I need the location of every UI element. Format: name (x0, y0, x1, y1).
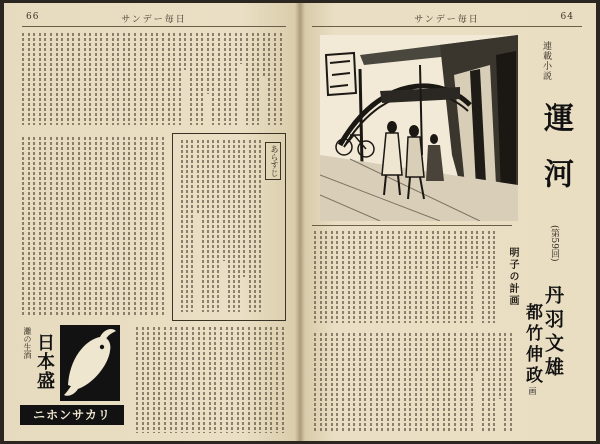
text-line (331, 333, 333, 433)
text-line (454, 231, 456, 323)
text-line (336, 231, 338, 323)
page-number-left: 66 (26, 12, 40, 22)
body-text-right-upper (312, 231, 498, 323)
text-line (432, 231, 434, 323)
text-line (186, 140, 188, 312)
text-line (376, 231, 378, 323)
ad-brand-kana: ニホンサカリ (20, 405, 124, 425)
magazine-spread (4, 3, 596, 441)
text-line (28, 33, 30, 125)
text-line (78, 33, 80, 125)
text-line (240, 33, 242, 64)
text-line (387, 231, 389, 323)
text-line (259, 140, 261, 312)
text-line (364, 231, 366, 323)
text-line (263, 33, 265, 76)
text-line (202, 140, 204, 312)
gutter-shadow (295, 3, 305, 441)
text-line (237, 327, 239, 433)
text-line (207, 33, 209, 94)
text-line (56, 33, 58, 125)
fish-icon (60, 325, 120, 401)
ad-brand-logo: 日本盛 (34, 333, 55, 390)
text-line (123, 137, 125, 317)
text-line (156, 137, 158, 317)
text-line (56, 137, 58, 317)
text-line (320, 231, 322, 323)
text-line (409, 231, 411, 323)
text-line (84, 137, 86, 317)
text-line (145, 137, 147, 317)
text-line (488, 333, 490, 433)
text-line (198, 327, 200, 433)
text-line (226, 327, 228, 433)
text-line (282, 327, 284, 433)
series-title: 運河 (538, 102, 573, 214)
body-text-left-bottom (134, 327, 286, 433)
text-line (348, 333, 350, 433)
text-line (415, 333, 417, 433)
text-line (181, 327, 183, 433)
text-line (33, 33, 35, 125)
text-line (192, 327, 194, 433)
text-line (510, 333, 512, 433)
synopsis-box (172, 133, 286, 321)
text-line (243, 140, 245, 277)
text-line (22, 137, 24, 317)
text-line (276, 327, 278, 433)
text-line (259, 327, 261, 433)
text-line (186, 327, 188, 433)
text-line (274, 33, 276, 125)
body-text-left-upper (20, 33, 286, 125)
text-line (504, 333, 506, 433)
text-line (223, 140, 225, 261)
text-line (67, 137, 69, 317)
text-line (156, 33, 158, 125)
text-line (117, 137, 119, 317)
text-line (214, 327, 216, 433)
text-line (209, 327, 211, 433)
street-scene-illustration (320, 35, 518, 221)
text-line (348, 231, 350, 323)
text-line (465, 231, 467, 323)
text-line (190, 33, 192, 125)
text-line (142, 327, 144, 433)
text-line (147, 327, 149, 433)
text-line (325, 231, 327, 323)
text-line (392, 231, 394, 323)
text-line (106, 33, 108, 125)
text-line (488, 231, 490, 323)
synopsis-label: あらすじ (265, 142, 281, 180)
text-line (376, 333, 378, 433)
text-line (426, 333, 428, 433)
text-line (432, 333, 434, 433)
text-line (476, 231, 478, 268)
text-line (426, 231, 428, 323)
text-line (181, 140, 183, 312)
text-line (359, 231, 361, 323)
text-line (153, 327, 155, 433)
text-line (331, 231, 333, 323)
text-line (342, 333, 344, 433)
text-line (39, 33, 41, 125)
text-line (404, 333, 406, 433)
text-line (443, 231, 445, 323)
text-line (493, 333, 495, 433)
text-line (72, 33, 74, 125)
text-line (39, 137, 41, 317)
text-line (50, 137, 52, 317)
running-header-right (312, 12, 582, 27)
text-line (201, 33, 203, 125)
text-line (398, 333, 400, 433)
illustrator-name (520, 303, 545, 395)
text-line (465, 333, 467, 433)
text-line (381, 231, 383, 323)
text-line (162, 33, 164, 125)
text-line (179, 33, 181, 125)
text-line (145, 33, 147, 125)
text-line (158, 327, 160, 433)
text-line (67, 33, 69, 125)
text-line (61, 137, 63, 317)
text-line (325, 333, 327, 433)
text-line (499, 333, 501, 399)
text-line (228, 140, 230, 312)
text-line (220, 327, 222, 433)
text-line (460, 231, 462, 323)
text-line (95, 137, 97, 317)
text-line (471, 231, 473, 323)
text-line (44, 33, 46, 125)
text-line (95, 33, 97, 125)
text-line (409, 333, 411, 433)
text-line (100, 137, 102, 317)
left-page (4, 3, 300, 441)
text-line (387, 333, 389, 433)
text-line (420, 333, 422, 433)
text-line (207, 140, 209, 312)
text-line (246, 33, 248, 125)
text-line (33, 137, 35, 317)
text-line (359, 333, 361, 433)
text-line (196, 33, 198, 125)
text-line (364, 333, 366, 433)
text-line (134, 33, 136, 125)
text-line (415, 231, 417, 323)
text-line (437, 231, 439, 323)
synopsis-text (179, 140, 263, 312)
text-line (191, 140, 193, 312)
text-line (168, 33, 170, 125)
text-line (217, 140, 219, 312)
text-line (471, 333, 473, 433)
right-page (300, 3, 596, 441)
running-header-left (22, 12, 286, 27)
text-line (112, 33, 114, 125)
text-line (22, 33, 24, 125)
text-line (353, 231, 355, 323)
text-line (353, 333, 355, 433)
text-line (151, 33, 153, 125)
text-line (314, 333, 316, 433)
text-line (162, 137, 164, 317)
text-line (218, 33, 220, 125)
text-line (112, 137, 114, 317)
text-line (235, 33, 237, 125)
text-line (270, 327, 272, 433)
text-line (254, 140, 256, 312)
text-line (252, 33, 254, 125)
text-line (280, 33, 282, 125)
text-line (84, 33, 86, 125)
text-line (175, 327, 177, 433)
text-line (134, 137, 136, 317)
text-line (248, 327, 250, 433)
text-line (212, 140, 214, 312)
text-line (72, 137, 74, 317)
text-line (106, 137, 108, 317)
text-line (151, 137, 153, 317)
text-line (140, 33, 142, 125)
text-line (184, 33, 186, 70)
text-line (342, 231, 344, 323)
text-line (398, 231, 400, 323)
text-line (203, 327, 205, 433)
author-name: 丹羽文雄 (542, 285, 564, 381)
text-line (314, 231, 316, 323)
text-line (164, 327, 166, 433)
text-line (381, 333, 383, 433)
text-line (336, 333, 338, 433)
text-line (50, 33, 52, 125)
text-line (443, 333, 445, 433)
text-line (454, 333, 456, 433)
text-line (257, 33, 259, 125)
text-line (233, 140, 235, 312)
text-line (117, 33, 119, 125)
text-line (78, 137, 80, 317)
text-line (28, 137, 30, 317)
text-line (136, 327, 138, 433)
text-line (231, 327, 233, 433)
text-line (460, 333, 462, 433)
illustrator-name-text: 都竹伸政 (522, 303, 542, 387)
divider (312, 225, 512, 226)
text-line (238, 140, 240, 312)
body-text-right-lower (312, 333, 512, 433)
text-line (212, 33, 214, 125)
text-line (448, 231, 450, 323)
text-line (89, 137, 91, 317)
text-line (370, 333, 372, 433)
text-line (268, 33, 270, 125)
text-line (44, 137, 46, 317)
text-line (242, 327, 244, 433)
text-line (265, 327, 267, 433)
text-line (89, 33, 91, 125)
text-line (404, 231, 406, 323)
text-line (476, 333, 478, 373)
magazine-title-right: サンデー毎日 (414, 15, 480, 25)
text-line (320, 333, 322, 433)
text-line (173, 33, 175, 125)
body-text-left-lower (20, 137, 166, 317)
sake-advertisement (18, 323, 126, 431)
text-line (128, 137, 130, 317)
page-number-right: 64 (560, 12, 574, 22)
text-line (224, 33, 226, 125)
text-line (123, 33, 125, 125)
text-line (197, 140, 199, 213)
magazine-title-left: サンデー毎日 (121, 15, 187, 25)
text-line (482, 333, 484, 433)
text-line (493, 231, 495, 323)
text-line (420, 231, 422, 323)
chapter-subheading: 明子の計画 (507, 247, 518, 307)
text-line (370, 231, 372, 323)
text-line (482, 231, 484, 323)
text-line (128, 33, 130, 125)
text-line (392, 333, 394, 433)
series-label: 連載小説 (541, 41, 551, 81)
text-line (100, 33, 102, 125)
episode-number: (第59回) (549, 225, 559, 262)
text-line (140, 137, 142, 317)
text-line (229, 33, 231, 125)
illustrator-suffix: 画 (528, 387, 537, 395)
text-line (448, 333, 450, 433)
text-line (254, 327, 256, 433)
ad-tagline: 灘の生酒 (23, 327, 32, 359)
text-line (170, 327, 172, 433)
text-line (61, 33, 63, 125)
text-line (437, 333, 439, 433)
text-line (249, 140, 251, 312)
